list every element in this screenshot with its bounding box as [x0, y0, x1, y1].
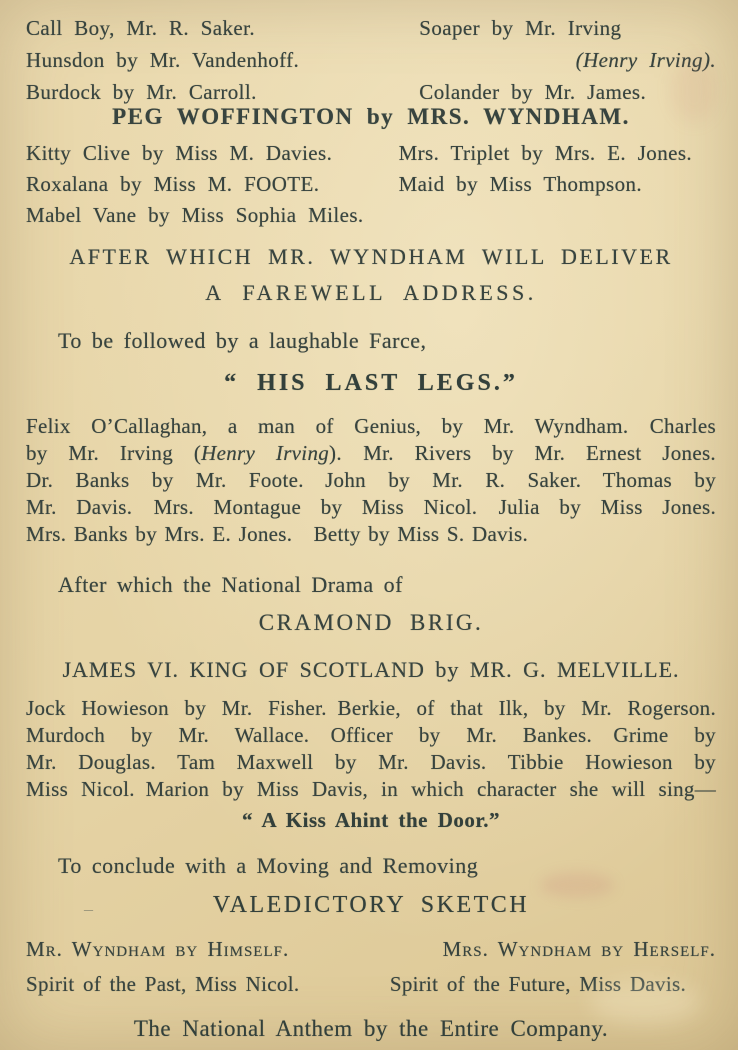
- song-title: “ A Kiss Ahint the Door.”: [241, 808, 501, 832]
- finale-line: The National Anthem by the Entire Company.: [133, 1016, 609, 1041]
- cast-paragraph-line: Jock Howieson by Mr. Fisher. Berkie, of that Ilk, by Mr. Rogerson.: [26, 696, 716, 720]
- farewell-announcement-line: AFTER WHICH MR. WYNDHAM WILL DELIVER: [69, 244, 673, 269]
- drama-intro-line: After which the National Drama of: [58, 572, 403, 597]
- farce-intro-line: To be followed by a laughable Farce,: [58, 328, 427, 353]
- farce-title: “ HIS LAST LEGS.”: [224, 370, 518, 396]
- cast-paragraph-line: Felix O’Callaghan, a man of Genius, by Mr. Wyndham. Charles: [26, 414, 716, 438]
- valedictory-spirits-row: [26, 970, 716, 998]
- stray-pencil-mark: –: [84, 899, 93, 919]
- cast-entry: Maid by Miss Thompson.: [398, 172, 643, 196]
- cast-entry: Burdock by Mr. Carroll.: [26, 80, 257, 104]
- peg-woffington-supporting-cast: [26, 12, 716, 108]
- cast-entry: Mrs. Wyndham by Herself.: [442, 937, 716, 961]
- cast-entry: Kitty Clive by Miss M. Davies.: [26, 141, 333, 165]
- valedictory-title-text: VALEDICTORY SKETCH: [212, 892, 530, 918]
- farce-cast-paragraph: [26, 413, 716, 548]
- henry-irving-italic-note: Henry Irving: [201, 441, 330, 465]
- drama-title: CRAMOND BRIG.: [258, 610, 484, 635]
- cast-entry: Colander by Mr. James.: [419, 80, 647, 104]
- cast-entry-henry-irving-note: (Henry Irving).: [575, 48, 716, 72]
- peg-woffington-female-cast: [26, 138, 716, 231]
- cast-entry: Hunsdon by Mr. Vandenhoff.: [26, 48, 300, 72]
- cast-text: by Mr. Irving (: [26, 441, 202, 465]
- cast-entry: Mrs. Triplet by Mrs. E. Jones.: [398, 141, 693, 165]
- cast-paragraph-line: Murdoch by Mr. Wallace. Officer by Mr. Bankes. Grime by: [26, 723, 716, 747]
- cast-paragraph-line: Dr. Banks by Mr. Foote. John by Mr. R. Saker. Thomas by: [26, 468, 716, 492]
- drama-cast-paragraph: [26, 695, 716, 803]
- cast-entry-empty: [399, 200, 716, 231]
- valedictory-intro-line: To conclude with a Moving and Removing: [58, 853, 479, 878]
- valedictory-leads-row: [26, 935, 716, 963]
- cast-entry: Soaper by Mr. Irving: [419, 16, 622, 40]
- cast-entry: Mr. Wyndham by Himself.: [26, 937, 290, 961]
- cast-paragraph-line: Mr. Douglas. Tam Maxwell by Mr. Davis. Tibbie Howieson by: [26, 750, 716, 774]
- cast-entry: Roxalana by Miss M. FOOTE.: [26, 172, 320, 196]
- cast-entry: Call Boy, Mr. R. Saker.: [26, 16, 256, 40]
- cast-paragraph-line: [26, 440, 716, 467]
- valedictory-title: [26, 890, 716, 920]
- cast-entry: Mabel Vane by Miss Sophia Miles.: [26, 203, 364, 227]
- cast-text: ). Mr. Rivers by Mr. Ernest Jones.: [329, 441, 716, 465]
- cast-paragraph-line: Miss Nicol. Marion by Miss Davis, in which character she will sing—: [26, 777, 716, 801]
- cast-entry: Spirit of the Future, Miss Davis.: [389, 972, 686, 996]
- cast-paragraph-line: Mr. Davis. Mrs. Montague by Miss Nicol. Julia by Miss Jones.: [26, 495, 716, 519]
- peg-woffington-title-line: PEG WOFFINGTON by MRS. WYNDHAM.: [112, 104, 630, 129]
- cast-paragraph-line: Mrs. Banks by Mrs. E. Jones. Betty by Miss S. Davis.: [26, 522, 529, 546]
- drama-lead-cast-line: JAMES VI. KING OF SCOTLAND by MR. G. MELVILLE.: [62, 657, 680, 682]
- farewell-address-title: A FAREWELL ADDRESS.: [205, 280, 537, 305]
- cast-entry: Spirit of the Past, Miss Nicol.: [26, 972, 300, 996]
